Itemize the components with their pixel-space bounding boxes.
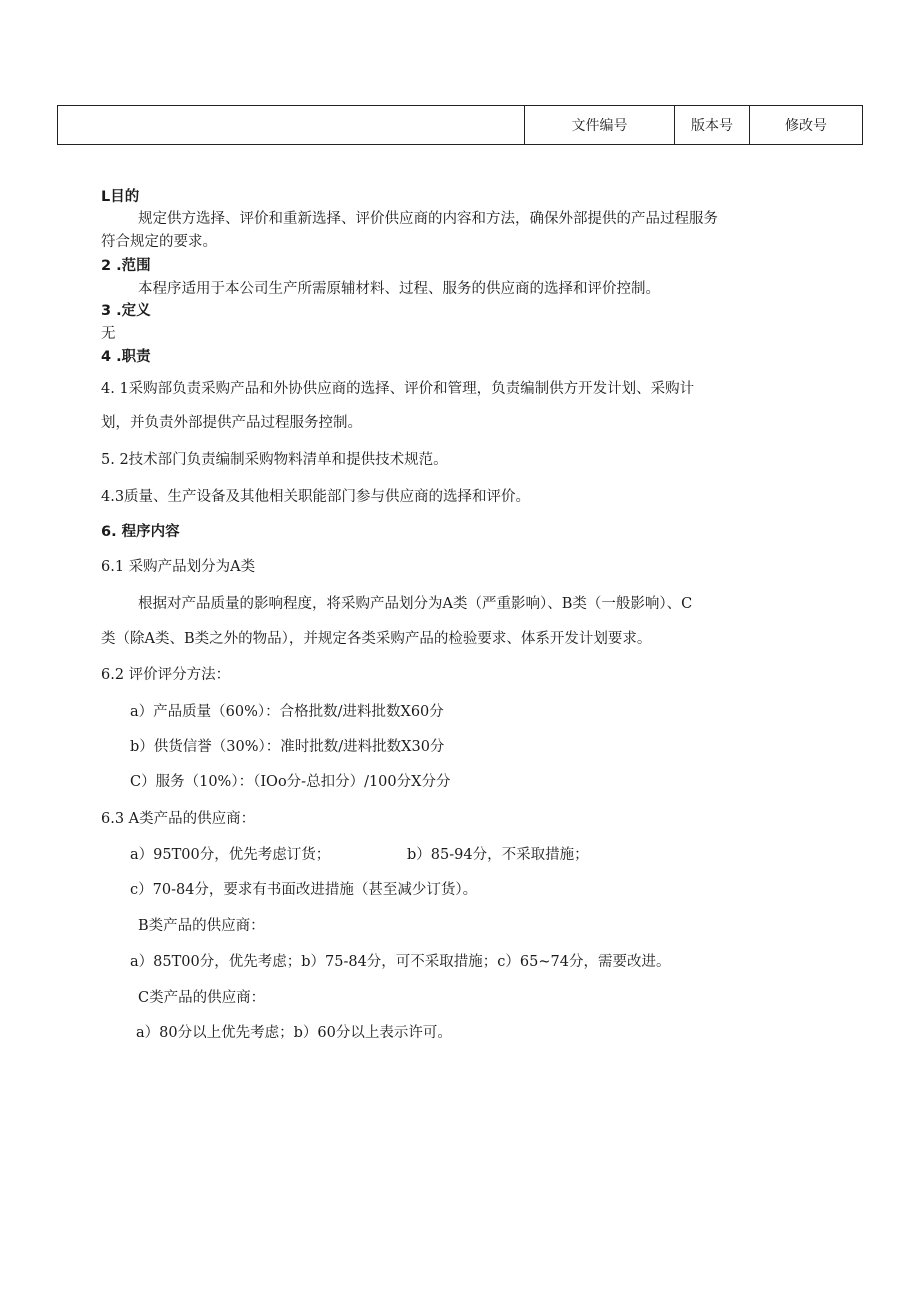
section-4-2: 5. 2技术部门负责编制采购物料清单和提供技术规范。: [101, 452, 448, 468]
version-label: 版本号: [675, 106, 750, 145]
section-1-line-1: 规定供方选择、评价和重新选择、评价供应商的内容和方法，确保外部提供的产品过程服务: [138, 211, 718, 227]
c-class-criteria: a）80分以上优先考虑；b）60分以上表示许可。: [136, 1025, 452, 1041]
section-4-1-line-2: 划，并负责外部提供产品过程服务控制。: [101, 415, 362, 431]
section-6-1-line-1: 根据对产品质量的影响程度，将采购产品划分为A类（严重影响）、B类（一般影响）、C: [138, 596, 693, 612]
b-class-title: B类产品的供应商：: [138, 918, 265, 934]
section-6-2-b: b）供货信誉（30%）：准时批数/进料批数X30分: [130, 739, 445, 755]
section-2-line-1: 本程序适用于本公司生产所需原辅材料、过程、服务的供应商的选择和评价控制。: [138, 281, 660, 297]
section-6-3-c: c）70-84分，要求有书面改进措施（甚至减少订货）。: [130, 882, 478, 898]
section-6-3-b: b）85-94分，不采取措施；: [407, 847, 589, 863]
revision-label: 修改号: [750, 106, 863, 145]
section-4-1-line-1: 4. 1采购部负责采购产品和外协供应商的选择、评价和管理，负责编制供方开发计划、采购计: [101, 381, 695, 397]
section-6-2-c: C）服务（10%）：（IOo分-总扣分）/100分X分分: [130, 774, 451, 790]
section-4-3: 4.3质量、生产设备及其他相关职能部门参与供应商的选择和评价。: [101, 489, 531, 505]
section-6-1-line-2: 类（除A类、B类之外的物品），并规定各类采购产品的检验要求、体系开发计划要求。: [101, 631, 652, 647]
section-6-3: 6.3 A类产品的供应商：: [101, 811, 256, 827]
section-3-title: 3 .定义: [101, 303, 151, 319]
section-3-line-1: 无: [101, 326, 116, 342]
document-header-table: [57, 105, 863, 145]
section-4-title: 4 .职责: [101, 349, 151, 365]
section-1-line-2: 符合规定的要求。: [101, 234, 217, 250]
b-class-criteria: a）85T00分，优先考虑；b）75-84分，可不采取措施；c）65~74分，需要改进。: [130, 954, 671, 970]
doc-number-label: 文件编号: [525, 106, 675, 145]
section-6-1: 6.1 采购产品划分为A类: [101, 559, 256, 575]
section-2-title: 2 .范围: [101, 258, 151, 274]
header-blank-cell: [58, 106, 525, 145]
section-1-title: L目的: [101, 189, 140, 205]
section-6-3-a: a）95T00分，优先考虑订货；: [130, 847, 331, 863]
section-6-title: 6. 程序内容: [101, 524, 180, 540]
section-6-2-a: a）产品质量（60%）：合格批数/进料批数X60分: [130, 704, 444, 720]
section-6-2: 6.2 评价评分方法：: [101, 667, 231, 683]
c-class-title: C类产品的供应商：: [138, 990, 266, 1006]
